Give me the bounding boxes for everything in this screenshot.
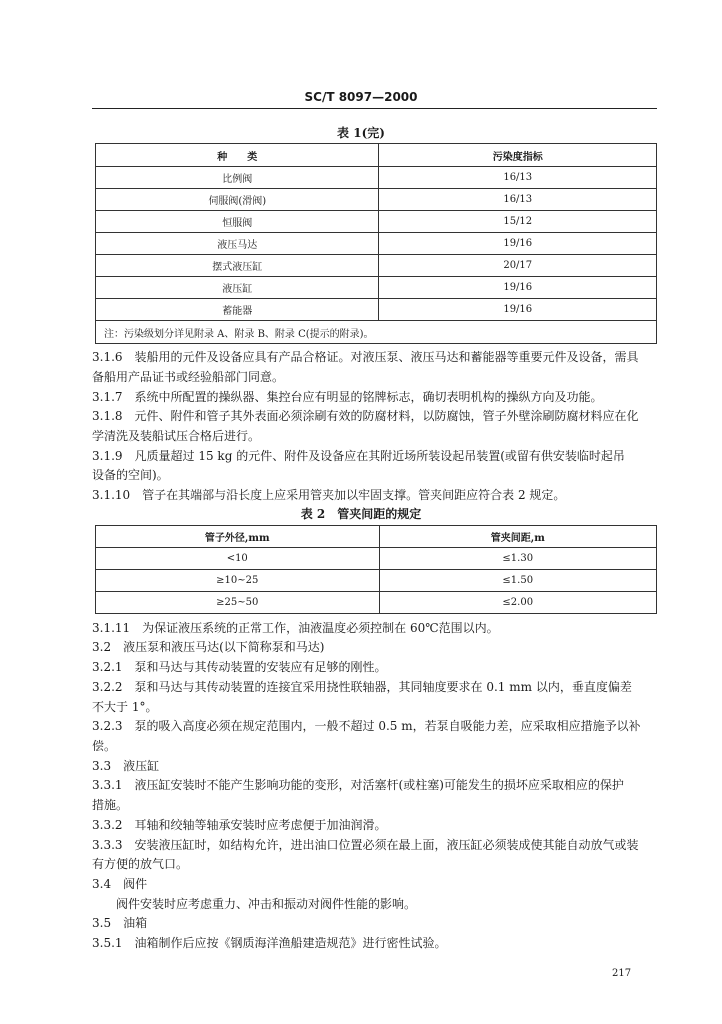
table-row (96, 211, 657, 233)
table-row (96, 255, 657, 277)
table-row (96, 277, 657, 299)
page-number: 217 (612, 968, 632, 979)
para-line: 3.3.2 耳轴和绞轴等轴承安装时应考虑便于加油润滑。 (92, 818, 387, 832)
para-line: 学清洗及装船试压合格后进行。 (92, 429, 261, 443)
table-cell: ≥25~50 (96, 592, 380, 614)
standard-header: SC/T 8097—2000 (304, 90, 418, 104)
table-cell: 19/16 (379, 233, 657, 255)
table-cell: 伺服阀(滑阀) (96, 189, 379, 211)
table2-head-cell: 管夹间距,m (379, 526, 657, 548)
table2 (95, 525, 657, 614)
header-rule (92, 108, 657, 109)
para-line: 3.4 阀件 (92, 877, 148, 891)
table-row (96, 592, 657, 614)
table-cell: 液压马达 (96, 233, 379, 255)
table1-note-row (96, 321, 657, 344)
para-line: 偿。 (92, 739, 117, 753)
table1-head-cell: 种 类 (96, 144, 379, 167)
table-row (96, 189, 657, 211)
para-line: 3.1.10 管子在其端部与沿长度上应采用管夹加以牢固支撑。管夹间距应符合表 2 规定。 (92, 488, 566, 502)
para-line: 3.1.6 装船用的元件及设备应具有产品合格证。对液压泵、液压马达和蓄能器等重要元件及设备，需具 (92, 350, 639, 364)
para-line: 3.2.3 泵的吸入高度必须在规定范围内，一般不超过 0.5 m，若泵自吸能力差，应采取相应措施予以补 (92, 719, 641, 733)
para-line: 3.2 液压泵和液压马达(以下简称泵和马达) (92, 640, 325, 654)
table2-caption: 表 2 管夹间距的规定 (300, 507, 422, 521)
table-cell: 摆式液压缸 (96, 255, 379, 277)
table-cell: 液压缸 (96, 277, 379, 299)
table-row (96, 233, 657, 255)
para-line: 3.1.11 为保证液压系统的正常工作，油液温度必须控制在 60℃范围以内。 (92, 621, 499, 635)
table1-caption: 表 1(完) (337, 126, 385, 140)
table-cell: ≤1.50 (379, 570, 657, 592)
table1-head-row (96, 144, 657, 167)
table1-note: 注：污染级划分详见附录 A、附录 B、附录 C(提示的附录)。 (96, 321, 657, 344)
para-line: 阀件安装时应考虑重力、冲击和振动对阀件性能的影响。 (92, 897, 417, 911)
para-line: 3.1.9 凡质量超过 15 kg 的元件、附件及设备应在其附近场所装设起吊装置(或留有供安装临时起吊 (92, 449, 625, 463)
table-cell: 比例阀 (96, 167, 379, 189)
para-line: 有方便的放气口。 (92, 857, 189, 871)
table-cell: 19/16 (379, 299, 657, 321)
para-line: 3.1.8 元件、附件和管子其外表面必须涂刷有效的防腐材料，以防腐蚀，管子外壁涂刷防腐材料应在化 (92, 409, 639, 423)
table-cell: ≥10~25 (96, 570, 380, 592)
para-line: 设备的空间)。 (92, 468, 169, 482)
para-line: 3.3 液压缸 (92, 759, 160, 773)
para-line: 3.3.3 安装液压缸时，如结构允许，进出油口位置必须在最上面，液压缸必须装成使其能自动放气或装 (92, 838, 639, 852)
table-cell: ≤2.00 (379, 592, 657, 614)
para-line: 3.3.1 液压缸安装时不能产生影响功能的变形，对活塞杆(或柱塞)可能发生的损坏应采取相应的保护 (92, 778, 624, 792)
table-cell: 20/17 (379, 255, 657, 277)
table-cell: <10 (96, 548, 380, 570)
para-line: 3.2.1 泵和马达与其传动装置的安装应有足够的刚性。 (92, 660, 387, 674)
table-row (96, 299, 657, 321)
table1-head-cell: 污染度指标 (379, 144, 657, 167)
table-cell: 恒服阀 (96, 211, 379, 233)
table-cell: ≤1.30 (379, 548, 657, 570)
table-row (96, 548, 657, 570)
table2-head-row (96, 526, 657, 548)
table-row (96, 167, 657, 189)
para-line: 备船用产品证书或经验船部门同意。 (92, 370, 285, 384)
table-cell: 15/12 (379, 211, 657, 233)
para-line: 措施。 (92, 798, 129, 812)
para-line: 3.5 油箱 (92, 916, 148, 930)
table1 (95, 143, 657, 344)
para-line: 3.2.2 泵和马达与其传动装置的连接宜采用挠性联轴器，其同轴度要求在 0.1 mm 以内，垂直度偏差 (92, 680, 632, 694)
table-row (96, 570, 657, 592)
table-cell: 16/13 (379, 167, 657, 189)
table-cell: 16/13 (379, 189, 657, 211)
para-line: 3.5.1 油箱制作后应按《钢质海洋渔船建造规范》进行密性试验。 (92, 936, 447, 950)
para-line: 不大于 1°。 (92, 700, 158, 714)
table-cell: 蓄能器 (96, 299, 379, 321)
table-cell: 19/16 (379, 277, 657, 299)
table2-head-cell: 管子外径,mm (96, 526, 380, 548)
para-line: 3.1.7 系统中所配置的操纵器、集控台应有明显的铭牌标志，确切表明机构的操纵方向及功能。 (92, 390, 603, 404)
